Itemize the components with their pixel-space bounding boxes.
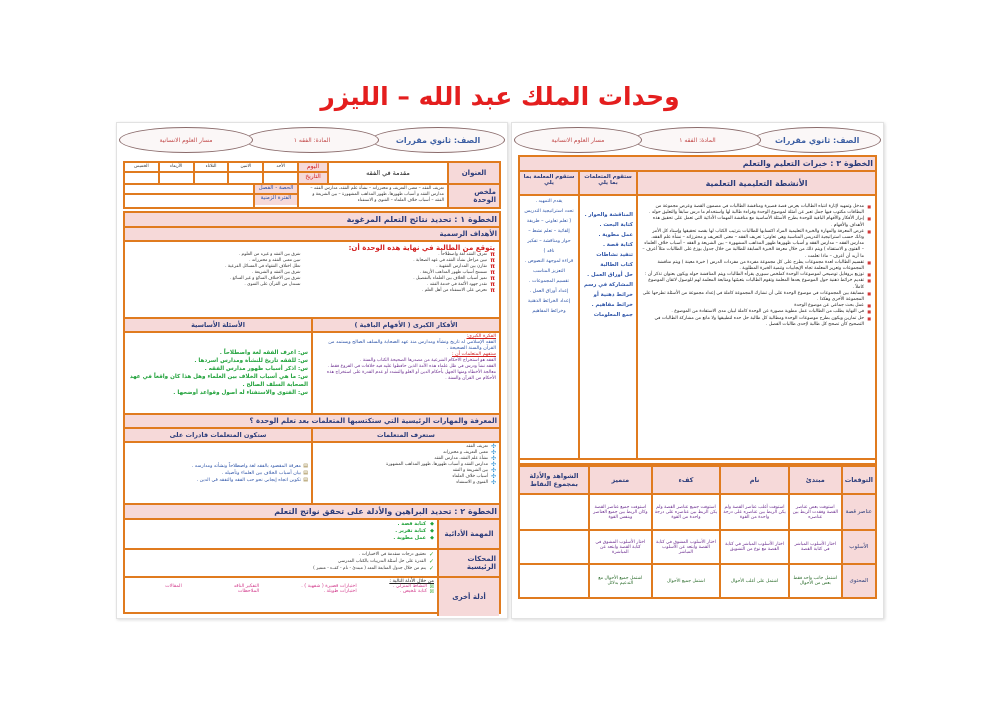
student-item: المناقشة والحوار . — [584, 212, 633, 218]
criteria-cell — [125, 550, 437, 576]
performance-label: المهمة الأدائية — [437, 520, 499, 548]
step2-heading: الخطوة ٢ : تحديد البراهين والأدلة على تحقق نواتج التعلم — [125, 505, 499, 520]
goal-item: تفرق بين الاختلاف السائغ و غير السائغ . — [229, 276, 301, 281]
understand-item: معالجة الأخطاء ومنها الجهل بأحكام الدين أو الغلو والتشدد أو عدم القدرة على استخراج هذه الأحكام من القرآن والسنة . — [326, 370, 496, 381]
rubric-cell — [519, 494, 589, 530]
activity-item: ■ في النهاية يطلب من الطالبات عمل مطوية مصورة عن الوحدة كاملة لبيان مدى الاستفادة من الموضوع . — [642, 309, 871, 315]
able-item: ▤ بيان أسباب الخلاف بين العلماء وتأصيله . — [192, 470, 308, 477]
rubric-wrapper — [518, 465, 877, 599]
rubric-cell: استوفت جميع عناصر القصة ولم يكن الربط بين عناصره على درجة واحدة من القوة — [652, 494, 721, 530]
rubric-table — [518, 465, 877, 599]
date-cell[interactable] — [262, 173, 297, 183]
day-cell: الثلاثاء — [193, 163, 228, 171]
goal-item: تعلل اختلاف الفقهاء في المسائل الفرعية . — [225, 264, 301, 269]
teacher-item: إعداد أوراق العمل . — [529, 289, 569, 294]
rubric-cell: اشتمل على أغلب الأحوال — [720, 564, 789, 598]
period-values — [125, 185, 253, 207]
activities-list — [642, 204, 871, 328]
rubric-header: مبتدئ — [789, 466, 842, 494]
date-cell[interactable] — [193, 173, 228, 183]
day-label: اليوم — [299, 163, 327, 173]
step1-heading: الخطوة ١ : تحديد نتائج التعلم المرغوبة — [125, 213, 499, 228]
students-heading: ستقوم المتعلمات بما يلي — [578, 172, 636, 194]
understand-item: الفقه هو استخراج الأحكام الشرعية من مصدرها الصحيحة الكتاب والسنة . — [360, 358, 496, 363]
know-item: ✣ معنى التعريف و محترزاته — [316, 450, 496, 456]
big-ideas-header-row — [125, 319, 499, 333]
document-title: وحدات الملك عبد الله – الليزر — [320, 82, 680, 111]
able-item: ▤ معرفة المقصود بالفقه لغة واصطلاحاً ونشأته ومدارسه . — [192, 463, 308, 470]
will-know-heading: ستعرف المتعلمات — [311, 429, 499, 441]
activity-item: ■ مسابقة بين المجموعات في موضوع الوحدة على أن تشارك المجموعة كاملة في إعداد مجموعة من الأسئلة تطرحها على المجموعة الأخرى وهكذا . — [642, 291, 871, 303]
teacher-list — [523, 197, 575, 317]
knowledge-header-row — [125, 429, 499, 443]
goal-item: π تعرف الفقه لغة واصطلاحاً . — [306, 252, 495, 258]
step3-heading: الخطوة ٣ : خبرات التعليم والتعلم — [520, 157, 875, 172]
rubric-header-row — [519, 466, 876, 494]
criteria-item: ✓ يتم من خلال جدول المتابعة المعد ( مبتدئ - نام - كفء - متميز ) — [128, 565, 434, 572]
criteria-label: المحكات الرئيسية — [437, 550, 499, 576]
header-ovals — [123, 127, 501, 153]
will-know-list — [316, 444, 496, 486]
other-col2-list — [192, 584, 259, 594]
other-item: ☒ كتابة تلخيص . — [367, 589, 434, 594]
students-cell — [578, 196, 636, 458]
summary-text: تعريف الفقه – معنى التعريف و محترزاته – نشأة علم الفقه، مدارس الفقه – مدارس الفقه و أسباب ظهورها، ظهور المذاهب المشهورة – بين الشريعة و الفقه – أسباب خلاف العلماء – الفتوى و الاستفتاء — [297, 185, 447, 207]
expect-heading: يتوقع من الطالبة في نهاية هذه الوحدة أن: — [348, 244, 495, 252]
will-be-able-cell — [125, 443, 311, 503]
student-item: كتابة قصة . — [602, 242, 633, 248]
rubric-header: كفء — [652, 466, 721, 494]
teacher-item: تقسيم المجموعات . — [528, 279, 569, 284]
right-page — [511, 122, 884, 619]
rubric-cell: استوفت بعض عناصر القصة وفقدت الربط بين عناصره — [789, 494, 842, 530]
grade-oval: الصف: ثانوي مقررات — [371, 127, 505, 153]
able-item: ▤ تكوين اتجاه إيجابي نحو حب الفقه والتفقه في الدين . — [192, 477, 308, 484]
goals-list-left — [129, 252, 300, 294]
rubric-cell: استوفت أغلب عناصر القصة ولم يكن الربط بين عناصره على درجة واحدة من القوة — [720, 494, 789, 530]
teacher-item: تحدد استراتيجية التدريس ( تعلم تعاوني – طريقة إلقائية – تعلم نشط – حوار ومناقشة – تفكير ناقد ) — [524, 209, 574, 254]
understand-item: الفقه نشأ ودرس في ظل علماء هذه الأمة الذين حافظوا عليه فيه خلافات في الفروع فقط . — [327, 364, 496, 369]
other-evidence-row — [125, 578, 499, 616]
date-label: التاريخ — [299, 173, 327, 183]
day-cell: الأحد — [262, 163, 297, 171]
track-oval: مسار العلوم الانسانية — [514, 127, 642, 153]
big-ideas-row — [125, 333, 499, 415]
rubric-cell — [519, 530, 589, 564]
activities-heading: الأنشطة التعليمية التعلمية — [636, 172, 875, 194]
activity-item: ■ تقسيم الطالبات لعدة مجموعات يطرح على كل مجموعة مفردة من مفردات الدرس ( خبرة معينة ) ويتم مناقشة المجموعات وتعزيز المعلمة تجاه الإيجابيات وتنمية الخبرة المطلوبة . — [642, 260, 871, 272]
other-col3-list — [128, 584, 182, 594]
goal-item: π تقارن بين المدارس الفقهية . — [306, 264, 495, 270]
activity-item: ■ توزيع بروفايل توضيحي لموضوعات الوحدة كملخص سبوري يقرأه الطالبات ويتم المناقشة حوله ويكون بعنوان تذكر أن : — [642, 272, 871, 278]
steps-frame — [123, 211, 501, 614]
goal-item: π تبين مراحل نشأة الفقه في عهد الصحابة . — [306, 258, 495, 264]
period-label: الحصة - الفصل — [255, 185, 297, 195]
goal-item: تستدل من القرآن على الفتوى . — [244, 282, 301, 287]
date-cell[interactable] — [227, 173, 262, 183]
step3-header-row — [520, 172, 875, 196]
date-cell[interactable] — [125, 173, 158, 183]
goal-item: تبين معنى الفقه و محترزاته . — [249, 258, 301, 263]
other-item: المقالات — [165, 584, 182, 589]
performance-item: ◆ كتابة قصة . — [128, 521, 434, 528]
goal-item: π تميز أسباب الخلاف بين العلماء بالتفصيل . — [306, 276, 495, 282]
criteria-row — [125, 550, 499, 578]
essential-question: س: الفتوى والاستفتاء له أصول وقواعد أوضحها . — [173, 390, 308, 396]
day-cell: الخميس — [134, 164, 149, 169]
period-field[interactable] — [125, 185, 253, 195]
know-item: ✣ الفتوى و الاستفتاء — [316, 480, 496, 486]
criteria-item: ✓ تحقيق درجات متقدمة في الاختبارات . — [128, 551, 434, 558]
rubric-cell — [519, 564, 589, 598]
rubric-cell: اشتمل جميع الأحوال مع التدعيم بدلائل — [589, 564, 652, 598]
performance-list — [128, 521, 434, 542]
activity-item: ■ مدخل وتمهيد لإثارة انتباه الطالبات بعرض قصة قصيرة ومناقشة الطالبات في مضمون القصة وعرض مجموعة من البطاقات مكتوب فيها جمل تعبر عن أمثلة لموضوع الوحدة وقراءة طالبة لها واستخدام ما درس سابقاً والتعليق حوله . — [642, 204, 871, 216]
rubric-row — [519, 530, 876, 564]
other-item: اختبارات قصيرة ( شفهية ) . — [301, 584, 357, 589]
teacher-cell — [520, 196, 578, 458]
big-ideas-cell — [311, 333, 499, 413]
teacher-item: قراءة لموجهة النصوص . — [524, 259, 574, 264]
rubric-cell: اختار الأسلوب المباشر في كتابة القصة — [789, 530, 842, 564]
know-item: ✣ أسباب خلاف العلماء — [316, 474, 496, 480]
rubric-row — [519, 494, 876, 530]
day-date-labels — [297, 163, 327, 183]
day-cell: الاثنين — [227, 163, 262, 171]
will-know-cell — [311, 443, 499, 503]
criteria-item: ✓ القدرة على حل أسئلة التدريبات بالكتاب المدرسي — [128, 558, 434, 565]
activity-item: ■ تقديم خرائط ذهنية حول الموضوع يعدها المعلمة وتقوم الطالبات بتعبئتها ومتابعة المعلمة لهم للوصول لاتقان الموضوع كاملاً . — [642, 278, 871, 290]
step3-body-row — [520, 196, 875, 458]
other-box-list — [367, 584, 434, 594]
student-item: حل أوراق العمل . — [587, 272, 633, 278]
activity-item: ■ إبراز الأفكار والأفهام الباقية للوحدة بطرح الأسئلة الأساسية مع مناقشة المهمات الأدائية التي تعمل على تحقيق هذه الأهداف والأفهام . — [642, 216, 871, 228]
other-evidence-label: أدلة أخرى — [437, 578, 499, 616]
performance-item: ◆ عمل مطوية . — [128, 535, 434, 542]
official-goals-heading: الأهداف الرسمية — [125, 228, 499, 242]
teacher-item: يقدم التمهيد . — [535, 199, 563, 204]
other-evidence-intro: من خلال الأدلة التالية : — [389, 579, 434, 584]
goal-item: π تحرص على الاستفتاء من أهل العلم . — [306, 288, 495, 294]
track-oval: مسار العلوم الانسانية — [119, 127, 253, 153]
knowledge-row — [125, 443, 499, 505]
subject-oval: المادة: الفقه ١ — [634, 127, 762, 153]
rubric-cell: استوفت جميع عناصر القصة وكان الربط بين جميع العناصر وبنفس القوة — [589, 494, 652, 530]
big-ideas-heading: الأفكار الكبرى ( الأفهام الباقية ) — [311, 319, 499, 331]
rubric-cell: اختار الأسلوب المشوق في كتابة القصة وابتعد عن المباشرة — [589, 530, 652, 564]
know-item: ✣ مدارس الفقه و أسباب ظهورها، ظهور المذاهب المشهورة — [316, 462, 496, 468]
activity-item: ■ عرض المعرفة والمهارة والخبرة التعليمية المراد اكتسابها للطالبات بترتيب الكتاب لها بقصد تحقيقها وإسناد كل الأمر وذلك حسب استراتيجية التدريس المناسبة وهي تعاوني: تعريف الفقه – معنى التعريف و محترزاته – نشأة علم الفقه، مدارس الفقه – مدارس الفقه و أسباب ظهورها ظهور المذاهب المشهورة – بين الشريعة و الفقه – أسباب خلاف العلماء – الفتوى و الاستفتاء ) ويتم ذلك من خلال معرفة الخبرة السابقة للطالبة من خلال جدول يوزع على الطالبات مثلاً أعرف – ما أريد أن أعرف – ماذا تعلمت . — [642, 229, 871, 260]
goal-item: π تقدر جهود الأئمة في خدمة الفقه . — [306, 282, 495, 288]
period-labels — [253, 185, 297, 207]
understand-list — [316, 358, 496, 382]
days-grid — [125, 163, 297, 183]
teacher-item: التعزيز المناسب — [533, 269, 565, 274]
know-item: ✣ نشأة علم الفقه، مدارس الفقه — [316, 456, 496, 462]
essential-question: س: للفقه تاريخ للنشأة ومدارس اسردها . — [194, 358, 308, 364]
goals-section — [125, 242, 499, 319]
student-item: عمل مطوية . — [598, 232, 633, 238]
other-item: ☒ النشاط المنزلي . — [367, 584, 434, 589]
rubric-row-label: عناصر قصة — [842, 494, 876, 530]
summary-label: ملخص الوحدة — [447, 185, 499, 207]
teacher-heading: ستقوم المعلمة بما يلي — [520, 172, 578, 194]
student-item: كتابة البحث . — [599, 222, 633, 228]
know-item: ✣ تعريف الفقه — [316, 444, 496, 450]
title-label: العنوان — [447, 163, 499, 183]
rubric-header: نام — [720, 466, 789, 494]
activities-cell — [636, 196, 875, 458]
know-item: ✣ بين الشريعة و الفقه — [316, 468, 496, 474]
understand-label: ستفهم المتعلمات أن : — [451, 352, 496, 357]
date-cell[interactable] — [158, 173, 193, 183]
will-be-able-heading: ستكون المتعلمات قادرات على — [125, 429, 311, 441]
rubric-row-label: الأسلوب — [842, 530, 876, 564]
time-label: الفترة الزمنية — [255, 195, 297, 205]
knowledge-heading: المعرفة والمهارات الرئيسية التي ستكتسبها المتعلمات بعد تعلم الوحدة ؟ — [125, 415, 499, 429]
rubric-cell: اختار الأسلوب المشوق في كتابة القصة وابتعد عن الأسلوب المباشر — [652, 530, 721, 564]
rubric-row-label: المحتوى — [842, 564, 876, 598]
activity-item: ■ حل تمارين ويكون بطرح موضوعات الوحدة ومطالبة كل طالبة حل حده لتطبيقها ولا مانع من مشاركة الطالبات في التصحيح كأن تصحح كل طالبة لإحدى طالبات الفصل . — [642, 316, 871, 328]
day-cell: الأربعاء — [158, 163, 193, 171]
rubric-header: التوقعات — [842, 466, 876, 494]
essential-question: س: اعرف الفقه لغة واصطلاحاً . — [219, 350, 308, 356]
step3-frame — [518, 155, 877, 460]
essential-questions-cell — [125, 333, 311, 413]
other-evidence-cell — [125, 578, 437, 616]
grade-oval: الصف: ثانوي مقررات — [753, 127, 881, 153]
goal-item: تفرق بين الفقه و غيره من العلوم . — [238, 252, 301, 257]
essential-questions-heading: الأسئلة الأساسية — [125, 319, 311, 331]
rubric-cell: اختار الأسلوب المباشر في كتابة القصة مع نوع من التشويق — [720, 530, 789, 564]
student-item: المشاركة في رسم خرائط ذهنية أو خرائط مفاهيم . — [583, 282, 633, 308]
student-item: تنفيذ نشاطات كتاب الطالبة — [596, 252, 633, 268]
time-field[interactable] — [125, 195, 253, 205]
performance-cell — [125, 520, 437, 548]
other-item: اختبارات طويلة . — [323, 589, 357, 594]
goals-list-right — [306, 252, 495, 294]
essential-question: س: اذكر أسباب ظهور مدارس الفقه . — [204, 366, 308, 372]
header-ovals — [518, 127, 877, 153]
activity-item: ■ عمل بحث جماعي عن موضوع الوحدة — [642, 303, 871, 309]
rubric-header: متميز — [589, 466, 652, 494]
rubric-cell: اشتمل جميع الأحوال — [652, 564, 721, 598]
rubric-cell: اشتمل جانب واحد فقط بعض من الأحوال — [789, 564, 842, 598]
other-item: التفكير الناقد — [233, 584, 260, 589]
student-item: جمع المعلومات — [593, 312, 633, 318]
students-list — [583, 210, 633, 320]
subject-oval: المادة: الفقه ١ — [245, 127, 379, 153]
teacher-item: إعداد الخرائط الذهنية وخرائط المفاهيم — [527, 299, 571, 314]
unit-info-table — [123, 161, 501, 209]
title-value: مقدمة في الفقه — [327, 163, 447, 183]
other-col1-list — [269, 584, 357, 594]
will-be-able-list — [192, 463, 308, 484]
essential-question: س: ما هي أسباب الخلاف بين العلماء وهل هذا كان واقعاً في عهد الصحابة السلف الصالح . — [129, 374, 308, 388]
performance-row — [125, 520, 499, 550]
rubric-row — [519, 564, 876, 598]
other-item: الملاحظات — [237, 589, 260, 594]
performance-item: ◆ كتابة تقرير . — [128, 528, 434, 535]
goal-item: تفرق بين الفقه و الشريعة . — [251, 270, 301, 275]
criteria-list — [128, 551, 434, 572]
rubric-header: الشواهد والأدلة بمجموع النقاط — [519, 466, 589, 494]
big-idea-label: الفكرة الكبرى: — [466, 334, 496, 339]
left-page — [116, 122, 508, 619]
big-idea-text: الفقه الإسلامي له تاريخ ونشأة ومدارس منذ عهد الصحابة والسلف الصالح ويستمد من القرآن والسنة الصحيحة . — [328, 340, 496, 351]
goal-item: π تستنتج أسباب ظهور المذاهب الأربعة . — [306, 270, 495, 276]
